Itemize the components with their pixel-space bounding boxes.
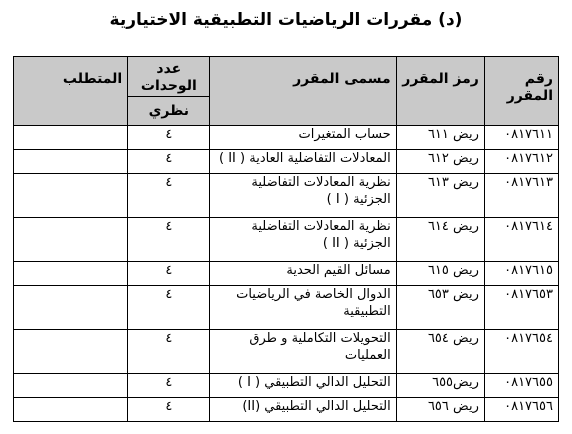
course-number-cell: ٠٨١٧٦٥٣ — [484, 286, 558, 330]
course-number-cell: ٠٨١٧٦٥٥ — [484, 374, 558, 398]
course-name-cell: حساب المتغيرات — [210, 126, 396, 150]
table-row — [14, 398, 559, 422]
course-name-cell: مسائل القيم الحدية — [210, 262, 396, 286]
table-row — [14, 330, 559, 374]
course-number-cell: ٠٨١٧٦١١ — [484, 126, 558, 150]
prerequisite-cell — [14, 262, 128, 286]
units-cell: ٤ — [128, 126, 210, 150]
course-code-cell: ريض ٦٥٣ — [396, 286, 484, 330]
prerequisite-cell — [14, 218, 128, 262]
prerequisite-cell — [14, 374, 128, 398]
units-cell: ٤ — [128, 218, 210, 262]
course-code-cell: ريض ٦١٢ — [396, 150, 484, 174]
prerequisite-cell — [14, 174, 128, 218]
units-cell: ٤ — [128, 398, 210, 422]
course-code-cell: ريض ٦١٣ — [396, 174, 484, 218]
course-name-cell: الدوال الخاصة في الرياضيات التطبيقية — [210, 286, 396, 330]
prerequisite-cell — [14, 150, 128, 174]
prerequisite-cell — [14, 126, 128, 150]
units-cell: ٤ — [128, 330, 210, 374]
course-name-cell: المعادلات التفاضلية العادية ( II ) — [210, 150, 396, 174]
units-cell: ٤ — [128, 286, 210, 330]
header-course-name: مسمى المقرر — [210, 57, 396, 126]
header-prerequisite: المتطلب — [14, 57, 128, 126]
prerequisite-cell — [14, 286, 128, 330]
units-cell: ٤ — [128, 374, 210, 398]
header-theory: نظري — [128, 97, 210, 126]
course-name-cell: التحويلات التكاملية و طرق العمليات — [210, 330, 396, 374]
courses-table — [13, 56, 559, 422]
header-row — [14, 57, 559, 97]
course-name-cell: نظرية المعادلات التفاضلية الجزئية ( I ) — [210, 174, 396, 218]
prerequisite-cell — [14, 330, 128, 374]
header-course-code: رمز المقرر — [396, 57, 484, 126]
units-cell: ٤ — [128, 262, 210, 286]
course-number-cell: ٠٨١٧٦٥٦ — [484, 398, 558, 422]
course-number-cell: ٠٨١٧٦١٣ — [484, 174, 558, 218]
course-number-cell: ٠٨١٧٦٥٤ — [484, 330, 558, 374]
course-number-cell: ٠٨١٧٦١٢ — [484, 150, 558, 174]
table-row — [14, 174, 559, 218]
table-row — [14, 286, 559, 330]
table-row — [14, 218, 559, 262]
course-code-cell: ريض ٦٥٤ — [396, 330, 484, 374]
course-code-cell: ريض ٦١٥ — [396, 262, 484, 286]
course-code-cell: ريض٦٥٥ — [396, 374, 484, 398]
table-row — [14, 150, 559, 174]
document-title: (د) مقررات الرياضيات التطبيقية الاختيارية — [109, 10, 463, 30]
course-code-cell: ريض ٦١١ — [396, 126, 484, 150]
course-code-cell: ريض ٦٥٦ — [396, 398, 484, 422]
header-units: عدد الوحدات — [128, 57, 210, 97]
course-name-cell: التحليل الدالي التطبيقي ( I ) — [210, 374, 396, 398]
units-cell: ٤ — [128, 150, 210, 174]
course-name-cell: نظرية المعادلات التفاضلية الجزئية ( II ) — [210, 218, 396, 262]
header-course-number: رقم المقرر — [484, 57, 558, 126]
course-code-cell: ريض ٦١٤ — [396, 218, 484, 262]
prerequisite-cell — [14, 398, 128, 422]
course-number-cell: ٠٨١٧٦١٤ — [484, 218, 558, 262]
units-cell: ٤ — [128, 174, 210, 218]
table-row — [14, 262, 559, 286]
table-row — [14, 374, 559, 398]
table-row — [14, 126, 559, 150]
course-name-cell: التحليل الدالي التطبيقي (II) — [210, 398, 396, 422]
course-number-cell: ٠٨١٧٦١٥ — [484, 262, 558, 286]
